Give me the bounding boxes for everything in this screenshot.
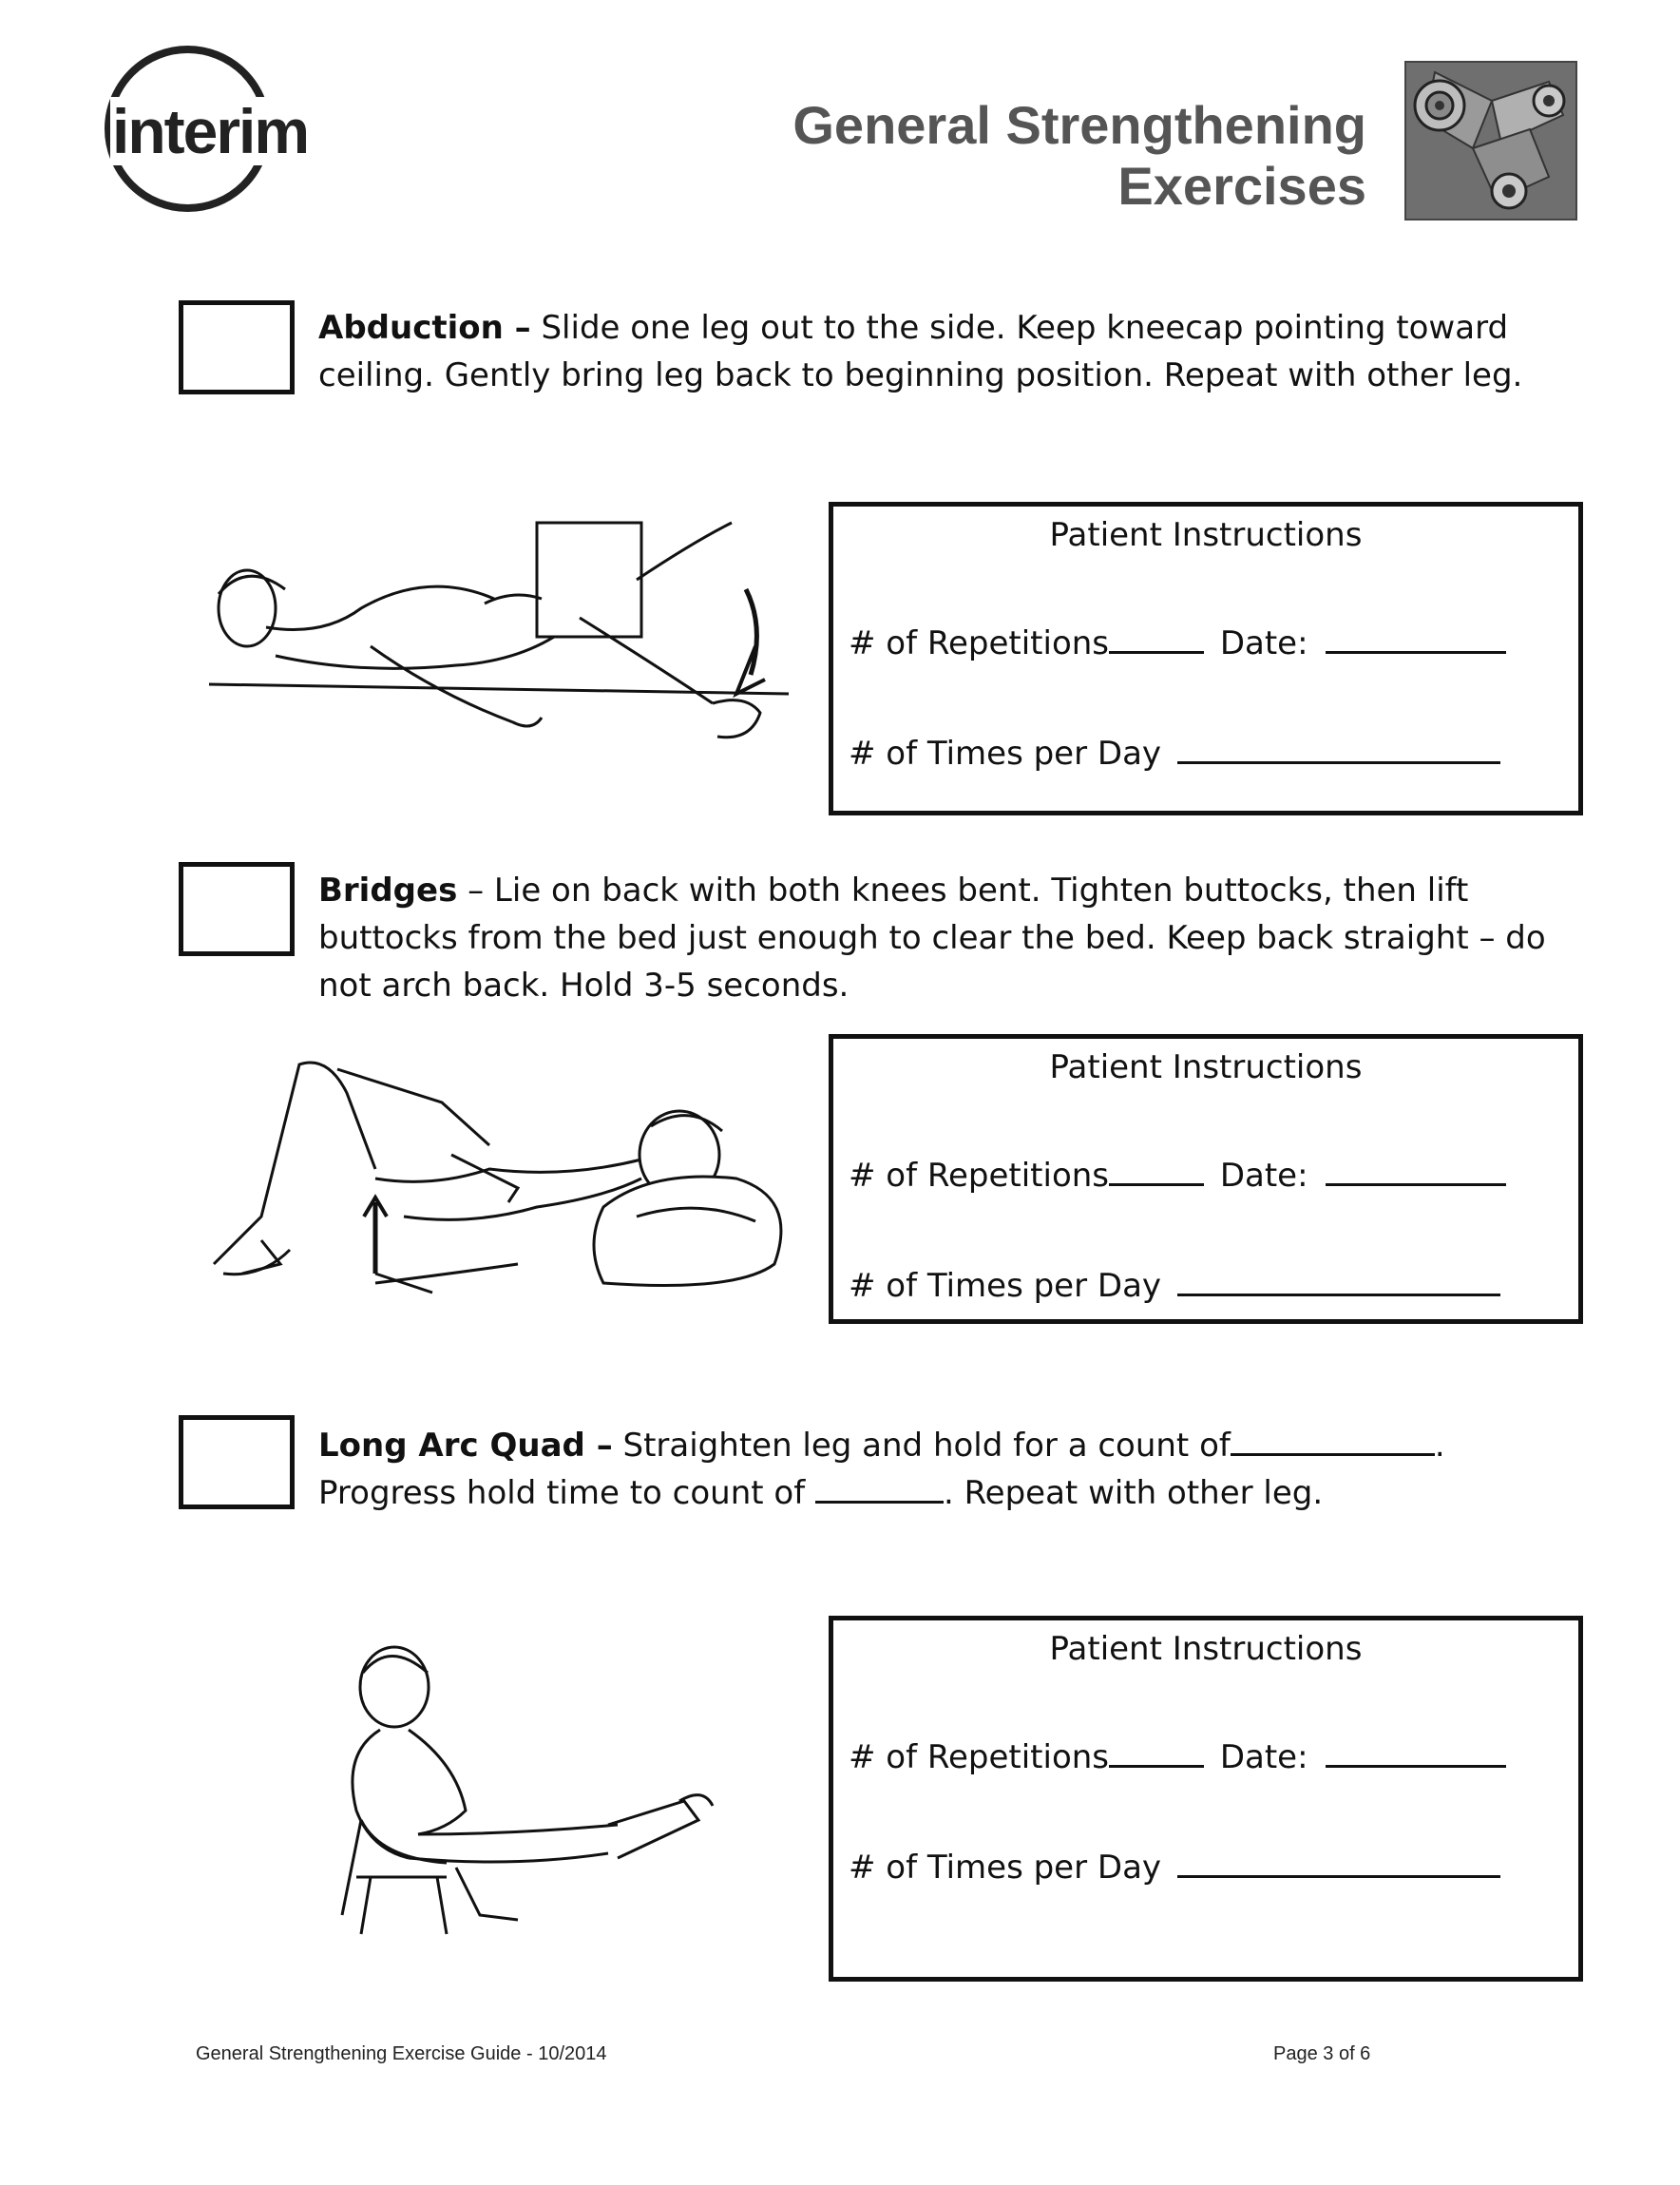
logo-text: interim bbox=[112, 96, 309, 166]
times-field[interactable] bbox=[1177, 1265, 1500, 1296]
instructions-heading: Patient Instructions bbox=[1049, 1630, 1363, 1668]
bridges-patient-instructions bbox=[829, 1034, 1583, 1324]
exercise-text-3: . Repeat with other leg. bbox=[943, 1474, 1324, 1512]
abduction-illustration bbox=[200, 504, 817, 770]
repetitions-label: # of Repetitions bbox=[849, 1157, 1110, 1195]
date-label: Date: bbox=[1219, 1738, 1308, 1776]
repetitions-field[interactable] bbox=[1109, 623, 1204, 654]
times-label: # of Times per Day bbox=[849, 1267, 1162, 1305]
instructions-heading: Patient Instructions bbox=[1049, 1048, 1363, 1086]
exercise-name: Long Arc Quad – bbox=[318, 1427, 613, 1465]
title-line-1: General Strengthening bbox=[792, 95, 1366, 155]
long-arc-quad-checkbox[interactable] bbox=[179, 1415, 295, 1509]
repetitions-row bbox=[849, 623, 1506, 664]
date-field[interactable] bbox=[1326, 623, 1506, 654]
bridges-description bbox=[318, 867, 1582, 1009]
repetitions-field[interactable] bbox=[1109, 1155, 1204, 1186]
date-field[interactable] bbox=[1326, 1736, 1506, 1768]
times-row bbox=[849, 1847, 1500, 1888]
hold-count-field[interactable] bbox=[1231, 1425, 1435, 1456]
instructions-heading: Patient Instructions bbox=[1049, 516, 1363, 554]
footer-guide-label: General Strengthening Exercise Guide - 10/2014 bbox=[196, 2043, 607, 2064]
interim-logo bbox=[105, 46, 342, 221]
abduction-description bbox=[318, 304, 1582, 399]
footer-page-number: Page 3 of 6 bbox=[1273, 2043, 1371, 2064]
abduction-checkbox[interactable] bbox=[179, 300, 295, 394]
exercise-text: Slide one leg out to the side. Keep kneecap pointing toward ceiling. Gently bring leg back to beginning position. Repeat with other leg. bbox=[318, 309, 1523, 394]
abduction-patient-instructions bbox=[829, 502, 1583, 815]
title-line-2: Exercises bbox=[1117, 156, 1366, 216]
exercise-name: Bridges bbox=[318, 872, 458, 910]
exercise-text-1: Straighten leg and hold for a count of bbox=[612, 1427, 1231, 1465]
times-label: # of Times per Day bbox=[849, 735, 1162, 773]
date-label: Date: bbox=[1219, 1157, 1308, 1195]
times-row bbox=[849, 1265, 1500, 1307]
date-field[interactable] bbox=[1326, 1155, 1506, 1186]
bridges-illustration bbox=[204, 1036, 812, 1321]
repetitions-label: # of Repetitions bbox=[849, 1738, 1110, 1776]
repetitions-row bbox=[849, 1736, 1506, 1778]
long-arc-quad-illustration bbox=[304, 1630, 722, 1953]
page-title bbox=[792, 95, 1366, 217]
progress-count-field[interactable] bbox=[815, 1472, 944, 1504]
times-row bbox=[849, 733, 1500, 775]
bridges-checkbox[interactable] bbox=[179, 862, 295, 956]
date-label: Date: bbox=[1219, 624, 1308, 662]
repetitions-field[interactable] bbox=[1109, 1736, 1204, 1768]
exercise-text-2: . Progress hold time to count of bbox=[318, 1427, 1445, 1512]
repetitions-label: # of Repetitions bbox=[849, 624, 1110, 662]
times-label: # of Times per Day bbox=[849, 1849, 1162, 1887]
long-arc-quad-patient-instructions bbox=[829, 1616, 1583, 1982]
exercise-name: Abduction – bbox=[318, 309, 531, 347]
times-field[interactable] bbox=[1177, 733, 1500, 764]
repetitions-row bbox=[849, 1155, 1506, 1197]
gears-graphic bbox=[1404, 61, 1577, 220]
exercise-text: – Lie on back with both knees bent. Tighten buttocks, then lift buttocks from the bed just enough to clear the bed. Keep back straight – do not arch back. Hold 3-5 seconds. bbox=[318, 872, 1546, 1005]
times-field[interactable] bbox=[1177, 1847, 1500, 1878]
long-arc-quad-description bbox=[318, 1422, 1582, 1517]
